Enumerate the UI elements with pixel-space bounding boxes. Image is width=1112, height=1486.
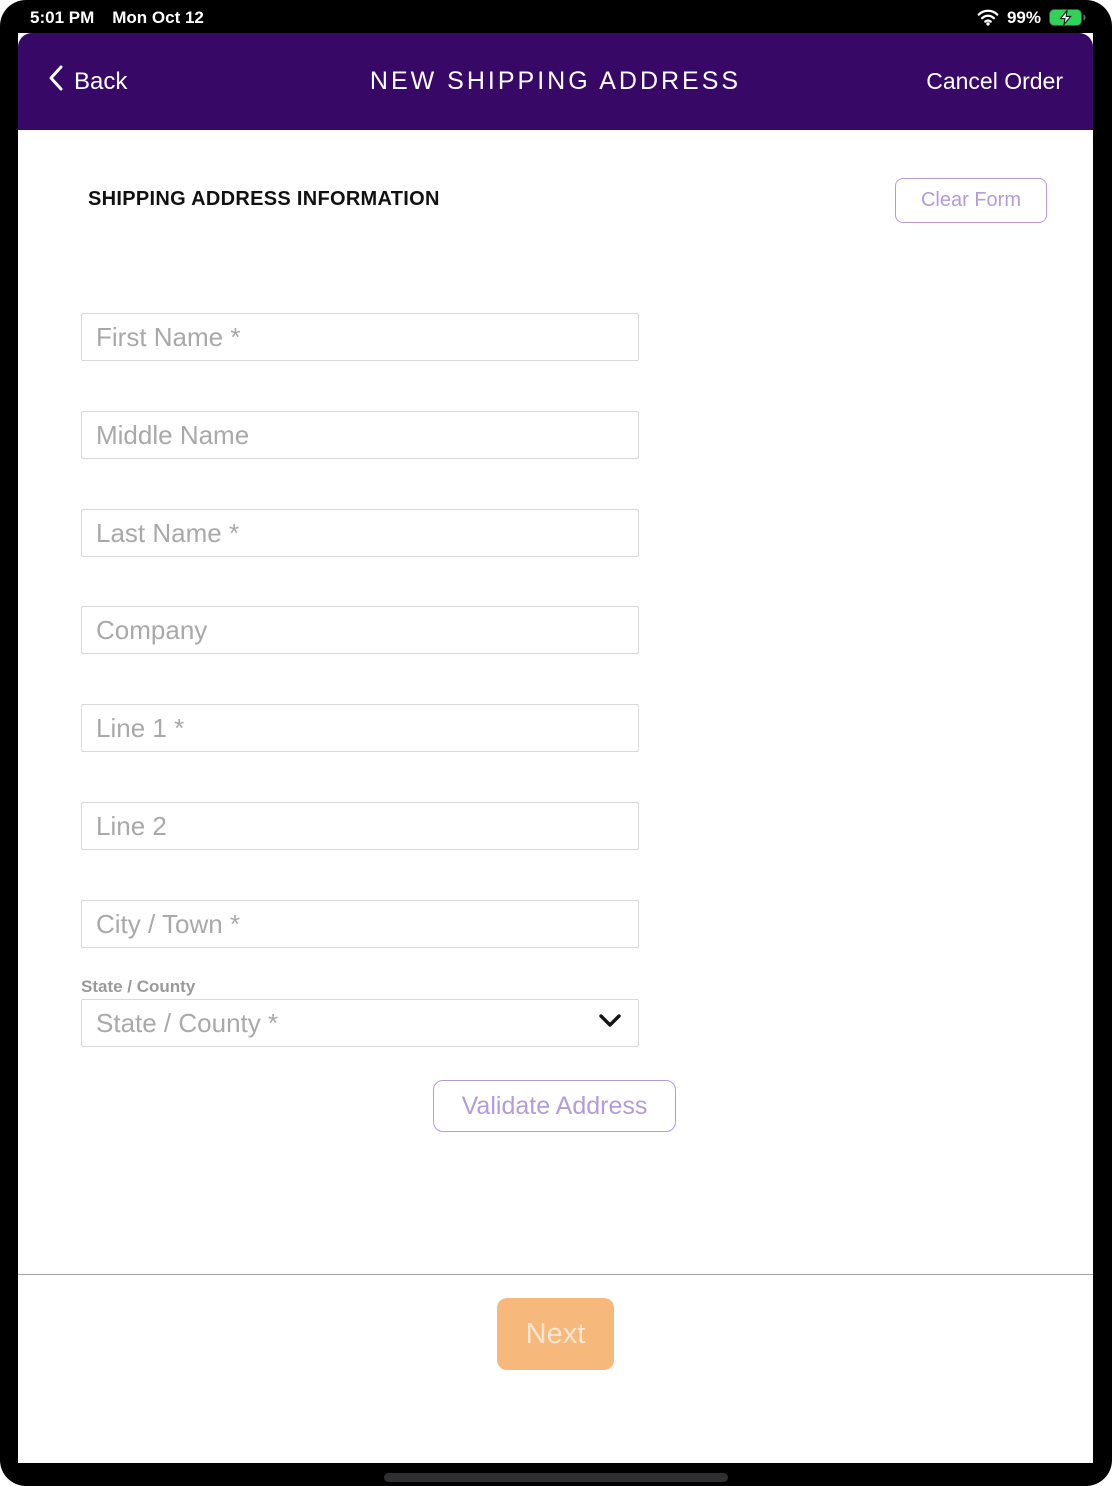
next-button[interactable]: Next xyxy=(497,1298,614,1370)
chevron-down-icon xyxy=(598,1013,622,1033)
footer-divider xyxy=(18,1274,1093,1275)
back-label: Back xyxy=(74,67,128,95)
wifi-icon xyxy=(977,9,999,26)
app-card xyxy=(18,33,1093,1463)
section-title: SHIPPING ADDRESS INFORMATION xyxy=(88,188,440,210)
last-name-input[interactable] xyxy=(81,509,639,557)
nav-header xyxy=(18,33,1093,130)
status-bar xyxy=(0,0,1112,33)
state-county-label: State / County xyxy=(81,977,196,996)
clear-form-button[interactable]: Clear Form xyxy=(895,178,1047,223)
cancel-order-button[interactable]: Cancel Order xyxy=(926,68,1063,94)
company-input[interactable] xyxy=(81,606,639,654)
city-town-input[interactable] xyxy=(81,900,639,948)
status-time: 5:01 PM xyxy=(30,7,95,27)
state-county-select[interactable] xyxy=(81,999,639,1047)
home-indicator[interactable] xyxy=(384,1473,728,1482)
middle-name-input[interactable] xyxy=(81,411,639,459)
first-name-input[interactable] xyxy=(81,313,639,361)
line-2-input[interactable] xyxy=(81,802,639,850)
line-1-input[interactable] xyxy=(81,704,639,752)
battery-percent: 99% xyxy=(1006,7,1041,27)
battery-charging-icon xyxy=(1049,9,1086,26)
state-county-placeholder: State / County * xyxy=(96,1007,279,1038)
page-title: NEW SHIPPING ADDRESS xyxy=(369,67,742,95)
status-date: Mon Oct 12 xyxy=(112,7,204,27)
validate-address-button[interactable]: Validate Address xyxy=(433,1080,676,1132)
